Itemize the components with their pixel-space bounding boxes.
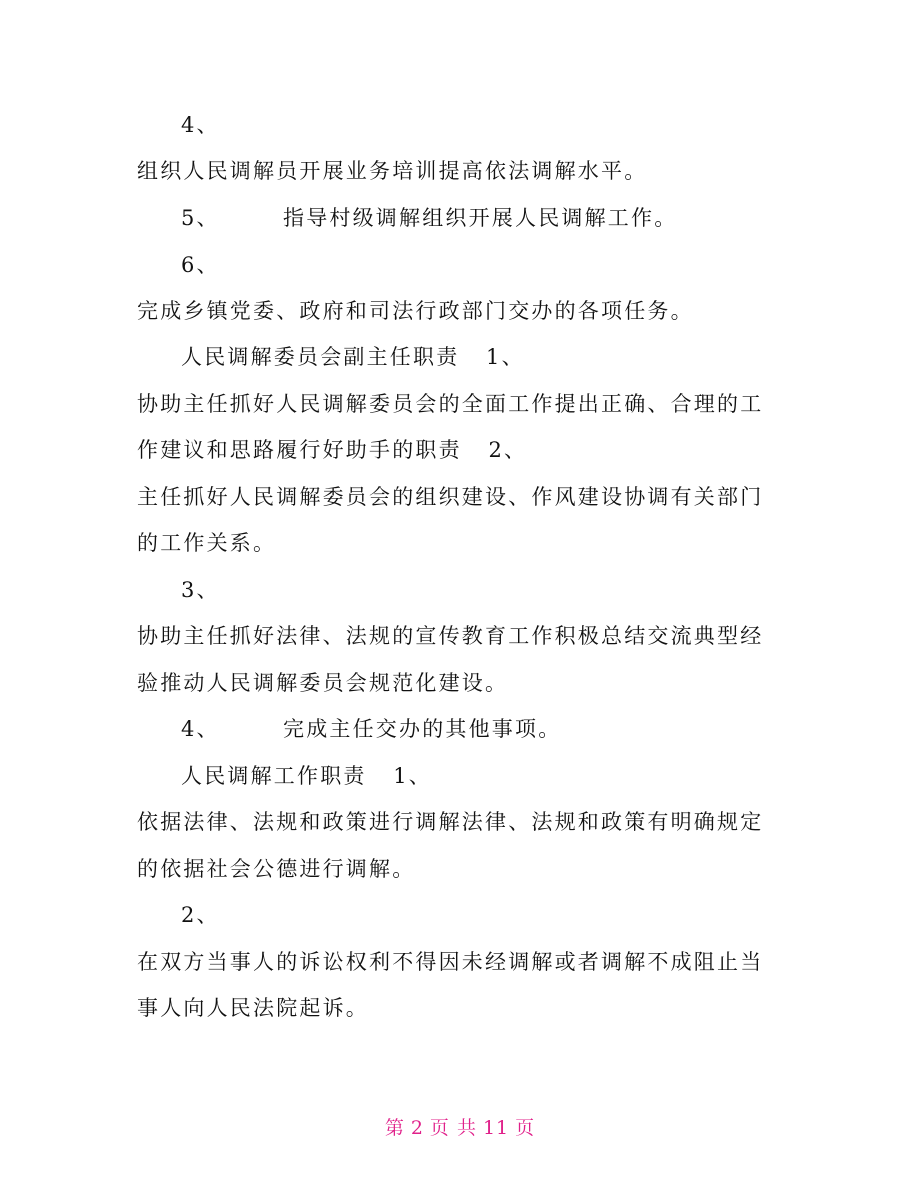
item-number: 4、 xyxy=(181,113,220,137)
body-text: 组织人民调解员开展业务培训提高依法调解水平。 xyxy=(137,159,648,183)
body-text: 的依据社会公德进行调解。 xyxy=(137,857,416,881)
body-text: 主任抓好人民调解委员会的组织建设、作风建设协调有关部门 xyxy=(137,485,764,509)
body-line xyxy=(137,994,369,1022)
body-text: 完成主任交办的其他事项。 xyxy=(283,717,562,741)
item-2-number xyxy=(181,901,220,929)
body-text: 验推动人民调解委员会规范化建设。 xyxy=(137,671,509,695)
body-text: 事人向人民法院起诉。 xyxy=(137,996,369,1020)
body-line xyxy=(137,157,647,185)
body-text: 作建议和思路履行好助手的职责 xyxy=(137,438,462,462)
section-heading-vice-director xyxy=(181,343,525,371)
section-heading: 人民调解工作职责 xyxy=(181,764,367,788)
body-text: 的工作关系。 xyxy=(137,531,277,555)
body-line xyxy=(137,948,763,976)
body-line xyxy=(137,297,694,325)
item-number: 5、 xyxy=(181,206,220,230)
body-text: 协助主任抓好法律、法规的宣传教育工作积极总结交流典型经 xyxy=(137,624,764,648)
item-4b xyxy=(181,715,561,743)
body-line xyxy=(137,669,508,697)
item-number: 3、 xyxy=(181,578,220,602)
footer-middle: 页 共 xyxy=(429,1117,477,1139)
body-line xyxy=(137,622,763,650)
body-text: 指导村级调解组织开展人民调解工作。 xyxy=(283,206,678,230)
section-heading: 人民调解委员会副主任职责 xyxy=(181,345,460,369)
body-line xyxy=(137,436,527,464)
item-number: 6、 xyxy=(181,253,220,277)
item-6-number xyxy=(181,251,220,279)
item-number: 2、 xyxy=(181,903,220,927)
body-line xyxy=(137,529,276,557)
item-3-number xyxy=(181,576,220,604)
body-line xyxy=(137,390,763,418)
body-text: 协助主任抓好人民调解委员会的全面工作提出正确、合理的工 xyxy=(137,392,764,416)
body-line xyxy=(137,855,415,883)
section-heading-mediation-duties xyxy=(181,762,432,790)
item-number: 1、 xyxy=(486,345,525,369)
body-line xyxy=(137,808,763,836)
item-number: 1、 xyxy=(393,764,433,788)
item-number: 4、 xyxy=(181,717,220,741)
item-4-number xyxy=(181,111,220,139)
footer-prefix: 第 xyxy=(384,1117,405,1139)
body-line xyxy=(137,483,763,511)
page-footer xyxy=(0,1113,920,1140)
body-text: 完成乡镇党委、政府和司法行政部门交办的各项任务。 xyxy=(137,299,694,323)
footer-suffix: 页 xyxy=(515,1117,536,1139)
body-text: 依据法律、法规和政策进行调解法律、法规和政策有明确规定 xyxy=(137,810,764,834)
item-number: 2、 xyxy=(488,438,528,462)
body-text: 在双方当事人的诉讼权利不得因未经调解或者调解不成阻止当 xyxy=(137,950,764,974)
footer-total-pages: 11 xyxy=(482,1117,510,1139)
footer-page-number: 2 xyxy=(410,1117,424,1139)
item-5 xyxy=(181,204,677,232)
